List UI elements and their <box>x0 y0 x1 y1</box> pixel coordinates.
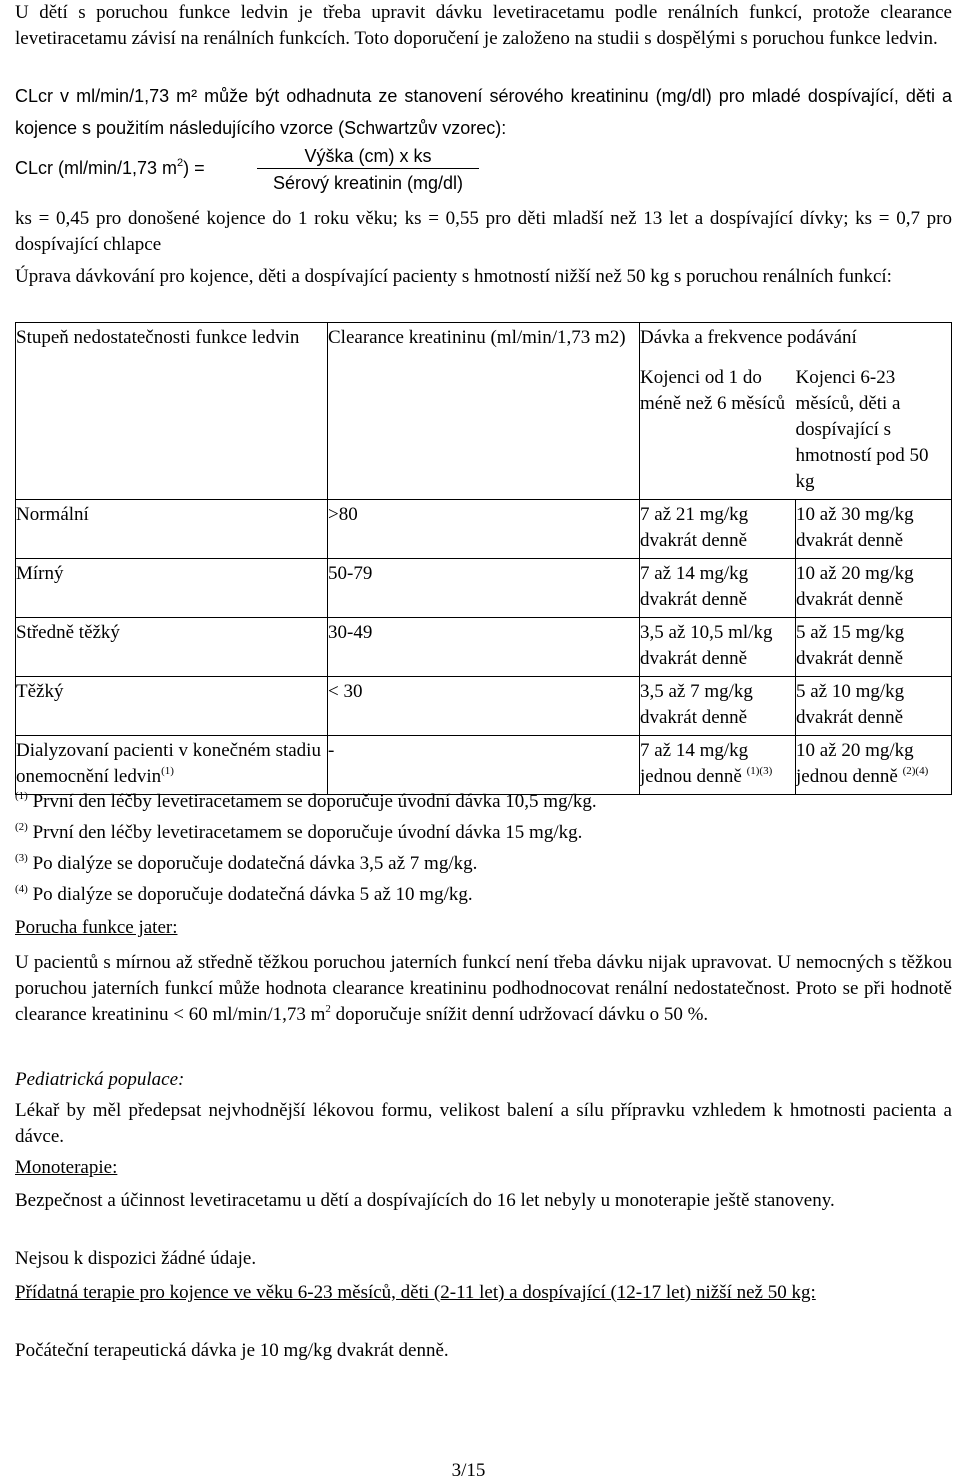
table-intro: Úprava dávkování pro kojence, děti a dospívající pacienty s hmotností nižší než 50 kg s poruchou renálních funkcí: <box>15 266 892 287</box>
row-children <box>796 559 952 618</box>
row-stage-text: Dialyzovaní pacienti v konečném stadiu onemocnění ledvin <box>16 740 321 787</box>
header-dose-text: Dávka a frekvence podávání <box>640 327 857 348</box>
footnote-ref: (2)(4) <box>902 765 929 777</box>
footnote-mark: (2) <box>15 821 28 833</box>
row-clearance-text: < 30 <box>328 681 363 702</box>
row-children <box>796 618 952 677</box>
row-infants <box>640 500 796 559</box>
footnote-text: První den léčby levetiracetamem se doporučuje úvodní dávka 10,5 mg/kg. <box>32 791 597 812</box>
row-children-text: 5 až 15 mg/kg dvakrát denně <box>796 622 905 669</box>
formula-denominator: Sérový kreatinin (mg/dl) <box>272 173 464 193</box>
footnote-mark: (1) <box>15 790 28 802</box>
row-infants-text: 7 až 21 mg/kg dvakrát denně <box>640 504 749 551</box>
page-number: 3/15 <box>451 1460 486 1481</box>
row-infants <box>640 559 796 618</box>
row-clearance <box>328 677 640 736</box>
header-dose <box>640 323 952 364</box>
row-stage <box>16 559 328 618</box>
row-clearance-text: >80 <box>328 504 358 525</box>
footnote-ref: (1)(3) <box>746 765 773 777</box>
row-clearance-text: - <box>328 740 335 761</box>
dosage-table <box>15 322 952 795</box>
footnote-item <box>15 848 952 879</box>
row-stage-text: Středně těžký <box>16 622 120 643</box>
intro-paragraph: U dětí s poruchou funkce ledvin je třeba upravit dávku levetiracetamu podle renálních funkcí, protože clearance levetiracetamu závisí na renálních funkcích. Toto doporučení je založeno na studii s dospělými s poruchou funkce ledvin. <box>15 2 952 49</box>
row-stage <box>16 618 328 677</box>
header-clearance-text: Clearance kreatininu (ml/min/1,73 m2) <box>328 327 626 348</box>
pediatric-heading: Pediatrická populace: <box>15 1069 185 1090</box>
header-infants <box>640 363 796 500</box>
row-children <box>796 500 952 559</box>
row-infants-text: 3,5 až 10,5 ml/kg dvakrát denně <box>640 622 773 669</box>
liver-text-a: U pacientů s mírnou až středně těžkou poruchou jaterních funkcí není třeba dávku nijak upravovat. U nemocných s těžkou poruchou jaterních funkcí může hodnota clearance kreatininu podhodnocovat renální nedostatečnost. Proto se při hodnotě clearance kreatininu < 60 ml/min/1,73 m <box>15 952 952 1025</box>
table-row <box>16 677 952 736</box>
row-stage-text: Těžký <box>16 681 64 702</box>
footnote-text: Po dialýze se doporučuje dodatečná dávka 5 až 10 mg/kg. <box>32 884 473 905</box>
row-infants <box>640 618 796 677</box>
row-infants-text: 3,5 až 7 mg/kg dvakrát denně <box>640 681 753 728</box>
row-infants-text: 7 až 14 mg/kg dvakrát denně <box>640 563 749 610</box>
table-row <box>16 559 952 618</box>
row-children <box>796 677 952 736</box>
row-clearance <box>328 618 640 677</box>
addon-paragraph: Počáteční terapeutická dávka je 10 mg/kg dvakrát denně. <box>15 1340 449 1361</box>
row-stage-text: Mírný <box>16 563 64 584</box>
table-row <box>16 618 952 677</box>
row-children-text: 5 až 10 mg/kg dvakrát denně <box>796 681 905 728</box>
footnote-item <box>15 817 952 848</box>
table-row <box>16 500 952 559</box>
header-children <box>796 363 952 500</box>
row-stage <box>16 677 328 736</box>
footnote-mark: (4) <box>15 883 28 895</box>
addon-heading: Přídatná terapie pro kojence ve věku 6-23 měsíců, děti (2-11 let) a dospívající (12-17 let) nižší než 50 kg: <box>15 1282 816 1303</box>
row-infants-text: 7 až 14 mg/kg jednou denně <box>640 740 749 787</box>
row-stage-text: Normální <box>16 504 89 525</box>
footnote-ref: (1) <box>161 765 174 777</box>
row-clearance-text: 30-49 <box>328 622 373 643</box>
header-stage <box>16 323 328 500</box>
mono-nodata: Nejsou k dispozici žádné údaje. <box>15 1248 257 1269</box>
row-children-text: 10 až 20 mg/kg dvakrát denně <box>796 563 914 610</box>
liver-text-b: doporučuje snížit denní udržovací dávku o 50 %. <box>330 1004 709 1025</box>
header-infants-text: Kojenci od 1 do méně než 6 měsíců <box>640 367 786 414</box>
header-children-text: Kojenci 6-23 měsíců, děti a dospívající s hmotností pod 50 kg <box>795 367 929 492</box>
row-children-text: 10 až 20 mg/kg jednou denně <box>796 740 914 787</box>
row-stage <box>16 500 328 559</box>
schwartz-formula <box>15 146 715 198</box>
header-stage-text: Stupeň nedostatečnosti funkce ledvin <box>16 327 300 348</box>
header-clearance <box>328 323 640 500</box>
liver-heading: Porucha funkce jater: <box>15 917 178 938</box>
liver-paragraph <box>15 950 952 1028</box>
formula-lhs-suffix: ) = <box>183 158 205 178</box>
formula-lhs-sup: 2 <box>177 157 184 169</box>
footnote-text: Po dialýze se doporučuje dodatečná dávka 3,5 až 7 mg/kg. <box>32 853 478 874</box>
footnote-item <box>15 786 952 817</box>
footnote-item <box>15 879 952 910</box>
mono-paragraph: Bezpečnost a účinnost levetiracetamu u dětí a dospívajících do 16 let nebyly u monoterapie ještě stanoveny. <box>15 1190 835 1211</box>
row-infants <box>640 677 796 736</box>
footnotes <box>15 786 952 910</box>
row-clearance-text: 50-79 <box>328 563 373 584</box>
formula-numerator: Výška (cm) x ks <box>257 146 479 169</box>
footnote-mark: (3) <box>15 852 28 864</box>
row-clearance <box>328 559 640 618</box>
formula-lhs <box>15 158 205 179</box>
row-children-text: 10 až 30 mg/kg dvakrát denně <box>796 504 914 551</box>
pediatric-paragraph: Lékař by měl předepsat nejvhodnější lékovou formu, velikost balení a sílu přípravku vzhledem k hmotnosti pacienta a dávce. <box>15 1100 952 1147</box>
footnote-text: První den léčby levetiracetamem se doporučuje úvodní dávka 15 mg/kg. <box>32 822 583 843</box>
mono-heading: Monoterapie: <box>15 1157 118 1178</box>
row-clearance <box>328 500 640 559</box>
clcr-paragraph: CLcr v ml/min/1,73 m² může být odhadnuta ze stanovení sérového kreatininu (mg/dl) pro mladé dospívající, děti a kojence s použitím následujícího vzorce (Schwartzův vzorec): <box>15 86 952 138</box>
ks-paragraph: ks = 0,45 pro donošené kojence do 1 roku věku; ks = 0,55 pro děti mladší než 13 let a dospívající dívky; ks = 0,7 pro dospívající chlapce <box>15 208 952 255</box>
formula-lhs-prefix: CLcr (ml/min/1,73 m <box>15 158 178 178</box>
liver-sup: 2 <box>325 1003 331 1015</box>
